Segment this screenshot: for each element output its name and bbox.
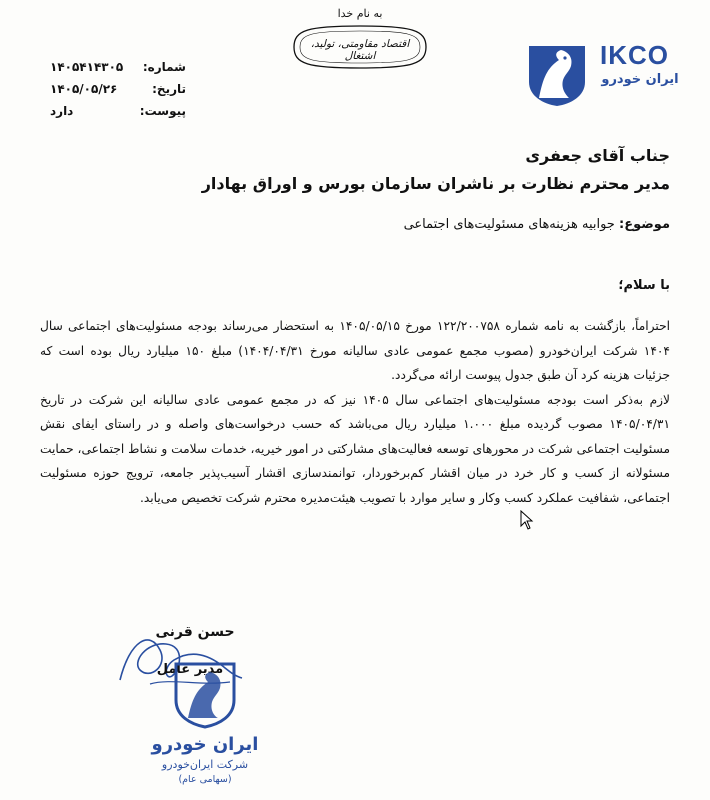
bismillah-heading: به نام خدا [337,7,383,20]
stamp-brand-text: ایران خودرو [151,734,259,755]
subject-label: موضوع: [619,217,670,232]
signer-name: حسن قرنی [155,624,235,640]
body-paragraph-2: لازم به‌ذکر است بودجه مسئولیت‌های اجتماعی سال ۱۴۰۵ نیز که در مجمع عمومی عادی سالیانه این شرکت در تاریخ ۱۴۰۵/۰۴/۳۱ مصوب گردیده مبلغ ۱.۰۰۰ میلیارد ریال می‌باشد که حسب درخواست‌های واصله و در راستای ایفای نقش مسئولیت اجتماعی شرکت در محورهای توسعه فعالیت‌های مشارکتی در امور خیریه، خدمات سلامت و نشاط اجتماعی، حمایت مسئولانه از کسب و کار خرد در میان اقشار کم‌برخوردار، توانمندسازی اقشار آسیب‌پذیر جامعه، ترویج حوزه مسئولیت اجتماعی، شفافیت عملکرد کسب وکار و سایر موارد با تصویب هیئت‌مدیره محترم شرکت تخصیص می‌یابد. [40,392,670,505]
meta-attachment-value: دارد [50,104,74,118]
meta-date-value: ۱۴۰۵/۰۵/۲۶ [50,82,118,96]
logo-persian-text: ایران خودرو [601,72,679,87]
meta-number-value: ۱۴۰۵۴۱۴۳۰۵ [50,60,124,74]
greeting: با سلام؛ [618,278,670,293]
mouse-cursor-icon [520,510,534,530]
recipient-block [30,146,670,193]
letter-body [40,314,670,510]
body-paragraph-1: احتراماً، بازگشت به نامه شماره ۱۲۲/۲۰۰۷۵۸ مورخ ۱۴۰۵/۰۵/۱۵ به استحضار می‌رساند بودجه مسئولیت‌های اجتماعی سال ۱۴۰۴ شرکت ایران‌خودرو (مصوب مجمع عمومی عادی سالیانه مورخ ۱۴۰۴/۰۴/۳۱) مبلغ ۱۵۰ میلیارد ریال بوده است که جزئیات هزینه کرد آن طبق جدول پیوست ارائه می‌گردد. [40,319,670,382]
slogan-text: اقتصاد مقاومتی، تولید، اشتغال [310,38,410,62]
meta-attachment-row [50,100,186,122]
subject-text: جوابیه هزینه‌های مسئولیت‌های اجتماعی [403,217,615,232]
meta-number-label: شماره: [142,60,186,74]
stamp-company-name: شرکت ایران‌خودرو [161,758,249,771]
logo-latin-text: IKCO [600,40,669,70]
recipient-name: جناب آقای جعفری [525,146,670,165]
letter-meta [50,56,186,122]
signer-title: مدیر عامل [156,662,224,677]
recipient-title: مدیر محترم نظارت بر ناشران سازمان بورس و اوراق بهادار [201,174,670,193]
stamp-horse-logo-icon [170,660,240,730]
stamp-company-type: (سهامی عام) [178,774,232,785]
meta-date-row [50,78,186,100]
subject-line [30,217,670,232]
meta-date-label: تاریخ: [152,82,186,96]
meta-attachment-label: پیوست: [139,104,186,118]
meta-number-row [50,56,186,78]
